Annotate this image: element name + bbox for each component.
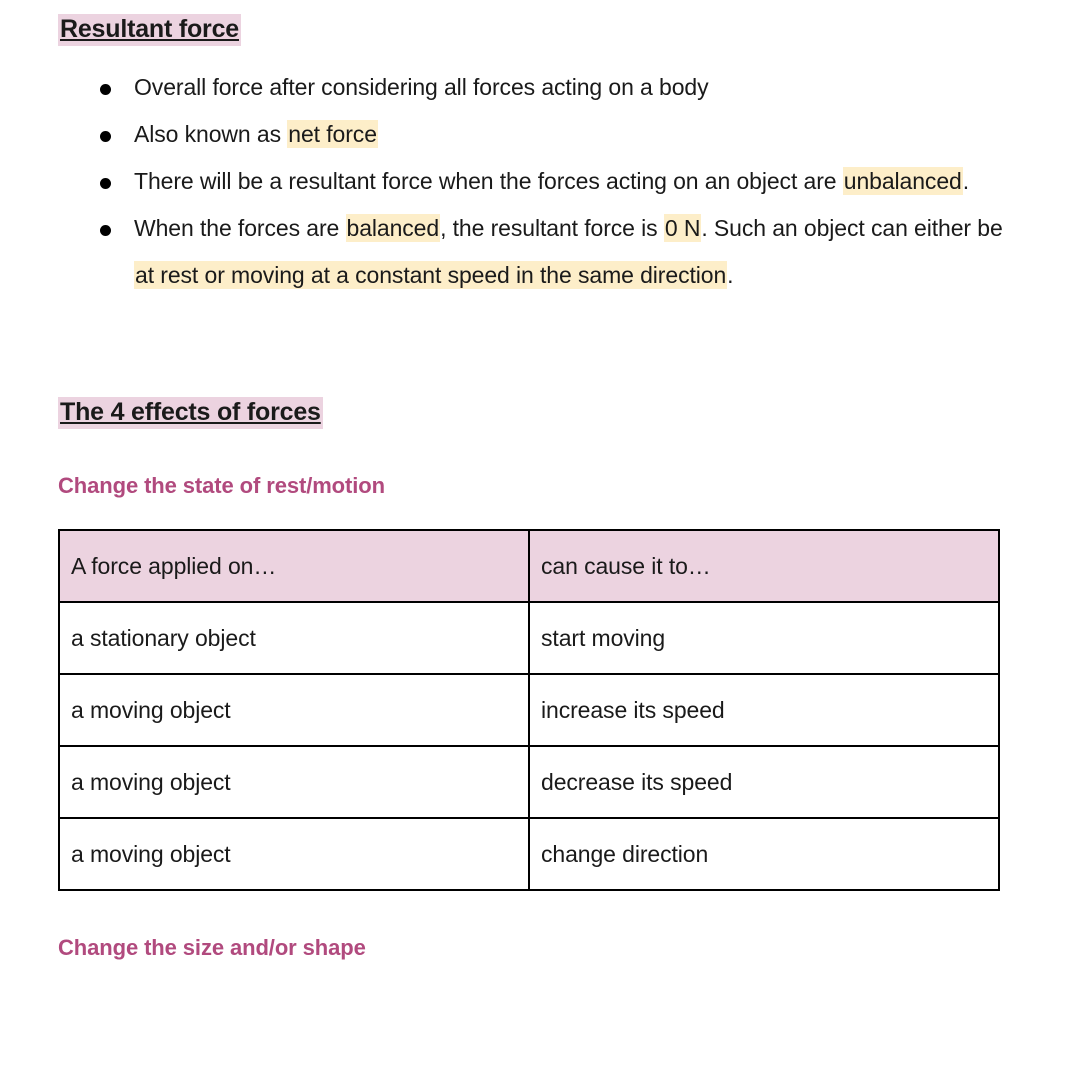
list-item [58,64,1020,111]
table-row [59,818,999,890]
table-header-cell: A force applied on… [59,530,529,602]
resultant-force-bullet-list [58,64,1020,299]
subheading-change-state-of-rest-motion: Change the state of rest/motion [58,473,385,498]
table-cell-effect: start moving [529,602,999,674]
table-cell-effect: decrease its speed [529,746,999,818]
bullet-text: There will be a resultant force when the forces acting on an object are [134,168,843,194]
bullet-text: . [727,262,734,288]
bullet-text-highlight: 0 N [664,215,701,241]
bullet-text-highlight: at rest or moving at a constant speed in the same direction [135,262,727,288]
bullet-text: When the forces are [134,215,346,241]
table-spacer [58,891,1020,935]
table-cell-effect: change direction [529,818,999,890]
bullet-text: , the resultant force is [440,215,664,241]
bullet-text-highlight: unbalanced [843,168,962,194]
effects-table [58,529,1000,891]
list-item [58,158,1020,205]
section-heading-resultant-force: Resultant force [58,14,241,46]
list-item [58,205,1020,299]
list-item [58,111,1020,158]
table-cell-effect: increase its speed [529,674,999,746]
heading-spacer [58,429,1020,473]
table-header-row [59,530,999,602]
bullet-text: Also known as [134,121,288,147]
table-row [59,602,999,674]
table-cell-cause: a moving object [59,818,529,890]
table-cell-cause: a moving object [59,746,529,818]
bullet-text: Overall force after considering all forces acting on a body [134,74,709,100]
subheading-spacer [58,499,1020,529]
subheading-change-size-shape: Change the size and/or shape [58,935,366,960]
table-header-cell: can cause it to… [529,530,999,602]
bullet-text-highlight: balanced [346,215,440,241]
table-cell-cause: a moving object [59,674,529,746]
bullet-text-highlight: net force [288,121,377,147]
table-row [59,746,999,818]
table-row [59,674,999,746]
table-cell-cause: a stationary object [59,602,529,674]
bullet-text: . Such an object can either be [701,215,1003,241]
section-heading-four-effects: The 4 effects of forces [58,397,323,429]
section-spacer [58,299,1020,397]
bullet-text: . [962,168,970,194]
